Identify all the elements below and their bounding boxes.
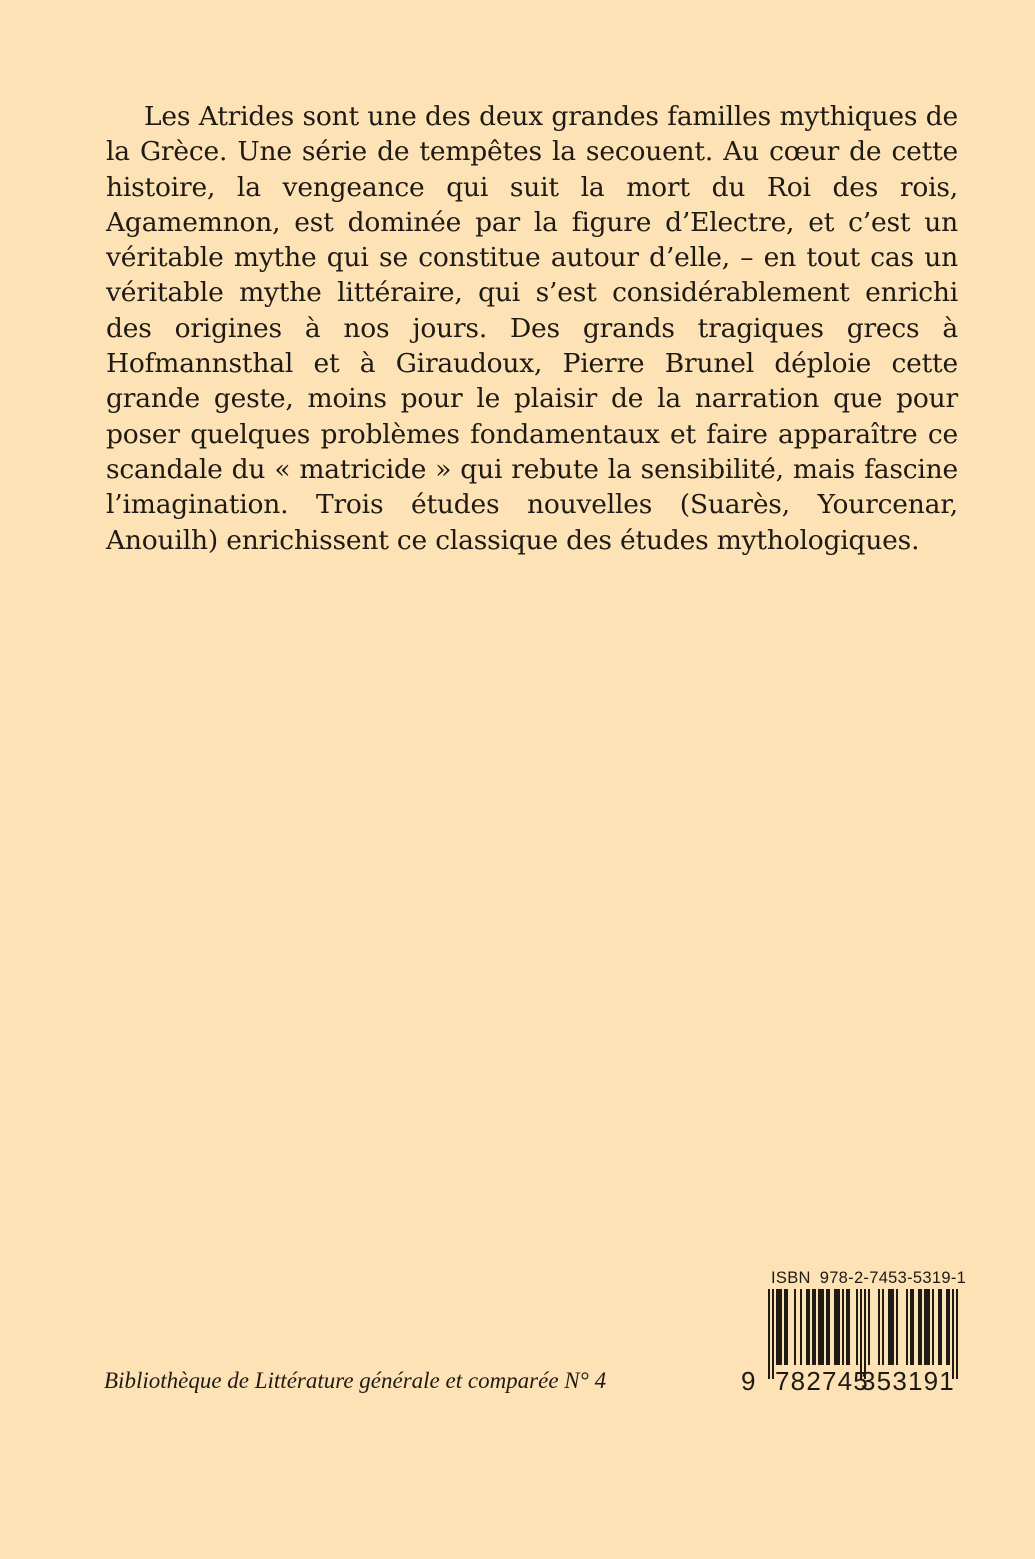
barcode-bar (946, 1289, 950, 1365)
barcode-bar (794, 1289, 796, 1365)
barcode-bar (888, 1289, 894, 1365)
barcode-bar (938, 1289, 942, 1365)
isbn-number: 978-2-7453-5319-1 (819, 1269, 967, 1287)
barcode-bar (910, 1289, 914, 1365)
barcode-bar (856, 1289, 858, 1365)
barcode-bar (956, 1289, 958, 1379)
barcode-bar (800, 1289, 802, 1365)
barcode-bar (842, 1289, 844, 1365)
barcode-bar (772, 1289, 774, 1379)
barcode-bar (924, 1289, 930, 1365)
barcode-bar (896, 1289, 898, 1365)
barcode-bar (882, 1289, 884, 1365)
barcode-bar (918, 1289, 922, 1365)
barcode-bar (868, 1289, 870, 1365)
barcode-bar (806, 1289, 810, 1365)
barcode-bar (784, 1289, 788, 1365)
ean-lead-digit: 9 (741, 1366, 756, 1396)
barcode-bar (826, 1289, 830, 1365)
isbn-label: ISBN (771, 1269, 811, 1287)
back-cover-blurb: Les Atrides sont une des deux grandes familles mythiques de la Grèce. Une série de tempêtes la secouent. Au cœur de cette histoire, la vengeance qui suit la mort du Roi des rois, Agamemnon, est dominée par la figure d’Electre, et c’est un véritable mythe qui se constitue autour d’elle, – en tout cas un véritable mythe littéraire, qui s’est considérablement enrichi des origines à nos jours. Des grands tragiques grecs à Hofmannsthal et à Giraudoux, Pierre Brunel déploie cette grande geste, moins pour le plaisir de la narration que pour poser quelques problèmes fondamentaux et faire apparaître ce scandale du « matricide » qui rebute la sensibilité, mais fascine l’imagination. Trois études nouvelles (Suarès, Yourcenar, Anouilh) enrichissent ce classique des études mythologiques. (106, 101, 958, 556)
ean-right-digits: 353191 (861, 1366, 955, 1396)
barcode-bar (932, 1289, 934, 1365)
ean-left-digits: 782745 (775, 1366, 869, 1396)
barcode-bar (878, 1289, 880, 1365)
barcode-bar (906, 1289, 908, 1365)
series-title: Bibliothèque de Littérature générale et comparée N° 4 (104, 1368, 607, 1393)
barcode-bar (768, 1289, 770, 1379)
barcode-bar (834, 1289, 840, 1365)
isbn-text (771, 1269, 966, 1288)
barcode-bar (818, 1289, 824, 1365)
barcode-bar (812, 1289, 816, 1365)
barcode-bar (846, 1289, 850, 1365)
barcode-bar (776, 1289, 782, 1365)
